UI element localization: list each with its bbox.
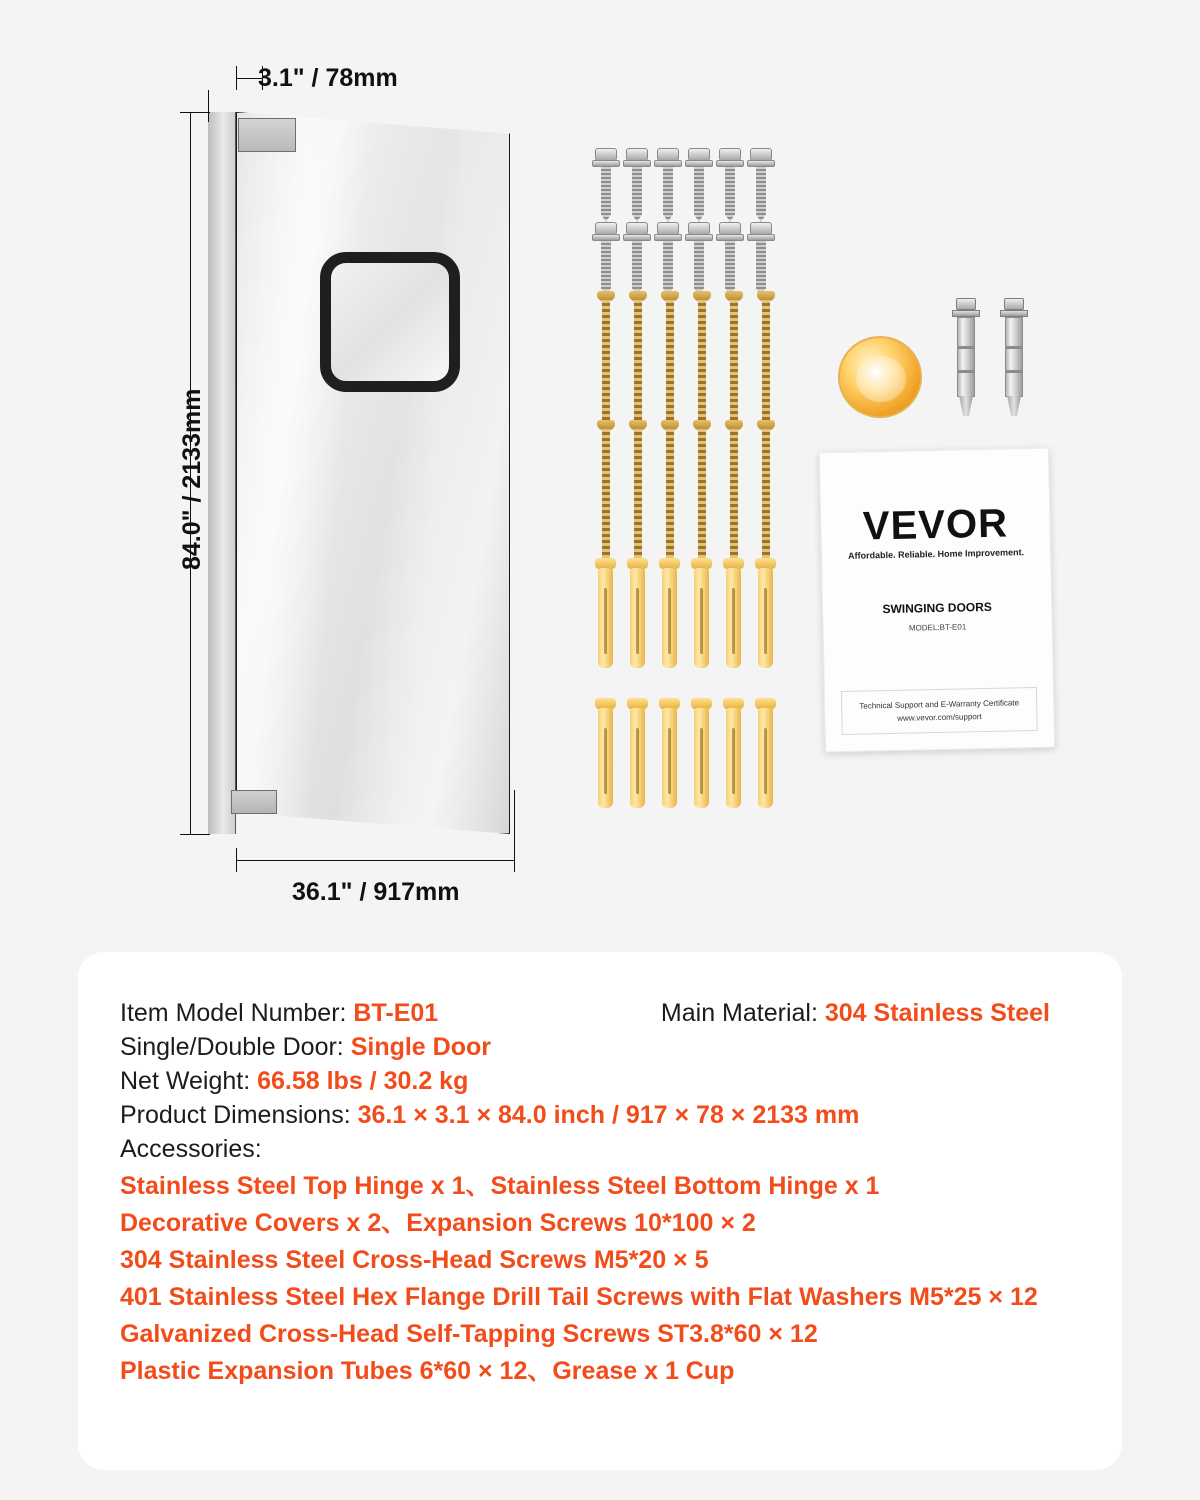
accessories-list <box>120 1168 1080 1390</box>
spec-row-weight <box>120 1064 1080 1098</box>
hex-flange-screw <box>600 222 612 296</box>
spec-row-model-material <box>120 996 1080 1030</box>
spec-model-label: Item Model Number: <box>120 999 347 1027</box>
door-window <box>320 252 460 392</box>
spec-accessories-label: Accessories: <box>120 1135 262 1163</box>
manual-tagline: Affordable. Reliable. Home Improvement. <box>847 547 1025 561</box>
spec-door-type-value: Single Door <box>350 1033 491 1061</box>
accessory-item: Plastic Expansion Tubes 6*60 × 12、Grease x 1 Cup <box>120 1357 735 1385</box>
plastic-expansion-tube <box>630 698 645 808</box>
plastic-expansion-tube <box>598 558 613 668</box>
door-edge-thickness <box>208 112 236 834</box>
manual-footer-support: Technical Support and E-Warranty Certificate <box>859 698 1020 711</box>
depth-dim-label: 3.1" / 78mm <box>258 64 398 92</box>
hex-flange-screw <box>600 148 612 222</box>
accessory-item: Galvanized Cross-Head Self-Tapping Screws ST3.8*60 × 12 <box>120 1320 818 1348</box>
width-dim-label: 36.1" / 917mm <box>292 878 460 906</box>
accessory-item: Stainless Steel Top Hinge x 1、Stainless Steel Bottom Hinge x 1 <box>120 1172 880 1200</box>
width-dim-line <box>236 860 514 861</box>
manual-footer-url: www.vevor.com/support <box>897 712 982 723</box>
hex-flange-screw <box>693 148 705 222</box>
spec-dimensions-label: Product Dimensions: <box>120 1101 351 1129</box>
depth-ext-line <box>208 90 209 122</box>
spec-material-value: 304 Stainless Steel <box>824 999 1050 1027</box>
height-dim-tick-top <box>180 112 210 113</box>
hex-flange-screw <box>631 222 643 296</box>
accessory-item: 401 Stainless Steel Hex Flange Drill Tail Screws with Flat Washers M5*25 × 12 <box>120 1283 1038 1311</box>
plastic-expansion-tube <box>598 698 613 808</box>
hex-flange-screw <box>755 148 767 222</box>
plastic-expansion-tube <box>630 558 645 668</box>
door-panel <box>236 112 510 834</box>
spec-row-door-type <box>120 1030 1080 1064</box>
spec-model <box>120 996 438 1030</box>
accessory-item: Decorative Covers x 2、Expansion Screws 10*100 × 2 <box>120 1209 756 1237</box>
spec-material <box>661 996 1080 1030</box>
plastic-expansion-tube <box>758 558 773 668</box>
bottom-hinge <box>231 790 277 814</box>
plastic-expansion-tube <box>662 698 677 808</box>
hex-flange-screw <box>631 148 643 222</box>
width-dim-tick-left <box>236 848 237 872</box>
plastic-expansion-tube <box>758 698 773 808</box>
spec-model-value: BT-E01 <box>353 999 439 1027</box>
manual-title: SWINGING DOORS <box>882 599 992 617</box>
spec-door-type-label: Single/Double Door: <box>120 1033 344 1061</box>
grease-cup <box>838 336 922 418</box>
plastic-expansion-tube <box>694 698 709 808</box>
depth-dim-tick-left <box>236 66 237 90</box>
hex-flange-screw <box>724 222 736 296</box>
hex-flange-screw <box>693 222 705 296</box>
plastic-expansion-tube <box>726 698 741 808</box>
manual-model: MODEL:BT-E01 <box>908 622 967 633</box>
hex-flange-screw <box>662 148 674 222</box>
hex-flange-screw <box>662 222 674 296</box>
manual-brand-logo: VEVOR <box>862 501 1009 549</box>
spec-row-dimensions <box>120 1098 1080 1132</box>
plastic-expansion-tube <box>726 558 741 668</box>
spec-material-label: Main Material: <box>660 999 818 1027</box>
hex-flange-screw <box>724 148 736 222</box>
accessory-item: 304 Stainless Steel Cross-Head Screws M5*20 × 5 <box>120 1246 709 1274</box>
manual-footer <box>841 687 1038 735</box>
width-dim-tick-right <box>514 848 515 872</box>
specification-card <box>78 952 1122 1470</box>
spec-dimensions-value: 36.1 × 3.1 × 84.0 inch / 917 × 78 × 2133 mm <box>357 1101 860 1129</box>
expansion-bolt <box>1000 298 1028 416</box>
top-hinge <box>238 118 296 152</box>
height-dim-tick-bottom <box>180 834 210 835</box>
plastic-expansion-tube <box>694 558 709 668</box>
spec-weight-value: 66.58 lbs / 30.2 kg <box>257 1067 469 1095</box>
expansion-bolt <box>952 298 980 416</box>
width-ext-line <box>514 790 515 850</box>
height-dim-label: 84.0" / 2133mm <box>178 388 206 570</box>
plastic-expansion-tube <box>662 558 677 668</box>
spec-weight-label: Net Weight: <box>120 1067 251 1095</box>
hex-flange-screw <box>755 222 767 296</box>
door-sheen <box>237 113 509 833</box>
spec-row-accessories <box>120 1132 1080 1166</box>
instruction-manual <box>819 448 1055 753</box>
